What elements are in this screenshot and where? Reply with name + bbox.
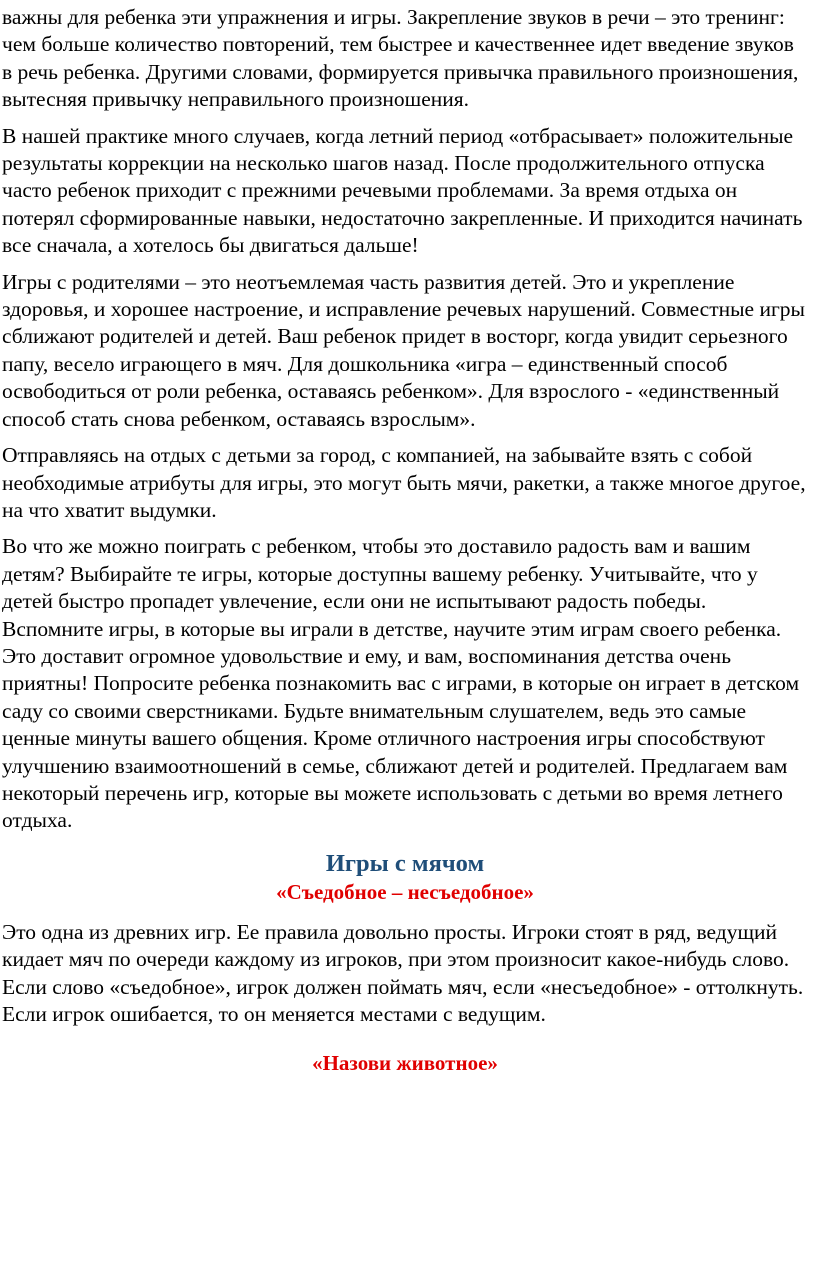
paragraph-game-edible-rules: Это одна из древних игр. Ее правила довольно просты. Игроки стоят в ряд, ведущий кидает мяч по очереди каждому из игроков, при этом произносит какое-нибудь слово. Если слово «съедобное», игрок должен поймать мяч, если «несъедобное» - оттолкнуть. Если игрок ошибается, то он меняется местами с ведущим.: [2, 919, 804, 1026]
document-page: [2, 4, 808, 1090]
paragraph-what-to-play: Во что же можно поиграть с ребенком, чтобы это доставило радость вам и вашим детям? Выбирайте те игры, которые доступны вашему ребенку. Учитывайте, что у детей быстро пропадет увлечение, если они не испытывают радость победы. Вспомните игры, в которые вы играли в детстве, научите этим играм своего ребенка. Это доставит огромное удовольствие и ему, и вам, воспоминания детства очень приятны! Попросите ребенка познакомить вас с играми, в которые он играет в детском саду со своими сверстниками. Будьте внимательным слушателем, ведь это самые ценные минуты вашего общения. Кроме отличного настроения игры способствуют улучшению взаимоотношений в семье, сближают детей и родителей. Предлагаем вам некоторый перечень игр, которые вы можете использовать с детьми во время летнего отдыха.: [2, 534, 800, 833]
paragraph-parent-games: Игры с родителями – это неотъемлемая часть развития детей. Это и укрепление здоровья, и хорошее настроение, и исправление речевых нарушений. Совместные игры сближают родителей и детей. Ваш ребенок придет в восторг, когда увидит серьезного папу, весело играющего в мяч. Для дошкольника «игра – единственный способ освободиться от роли ребенка, оставаясь ребенком». Для взрослого - «единственный способ стать снова ребенком, оставаясь взрослым».: [2, 269, 805, 431]
game-title-name-animal: «Назови животное»: [312, 1051, 498, 1076]
paragraph-speech-training: важны для ребенка эти упражнения и игры. Закрепление звуков в речи – это тренинг: чем больше количество повторений, тем быстрее и качественнее идет введение звуков в речь ребенка. Другими словами, формируется привычка правильного произношения, вытесняя привычку неправильного произношения.: [2, 5, 799, 112]
paragraph-summer-setback: В нашей практике много случаев, когда летний период «отбрасывает» положительные результаты коррекции на несколько шагов назад. После продолжительного отпуска часто ребенок приходит с прежними речевыми проблемами. За время отдыха он потерял сформированные навыки, недостаточно закрепленные. И приходится начинать все сначала, а хотелось бы двигаться дальше!: [2, 123, 803, 258]
game-title-edible: «Съедобное – несъедобное»: [276, 879, 534, 904]
section-title-ball-games: Игры с мячом: [325, 849, 485, 877]
paragraph-outdoor-attributes: Отправляясь на отдых с детьми за город, с компанией, на забывайте взять с собой необходимые атрибуты для игры, это могут быть мячи, ракетки, а также многое другое, на что хватит выдумки.: [2, 443, 806, 522]
